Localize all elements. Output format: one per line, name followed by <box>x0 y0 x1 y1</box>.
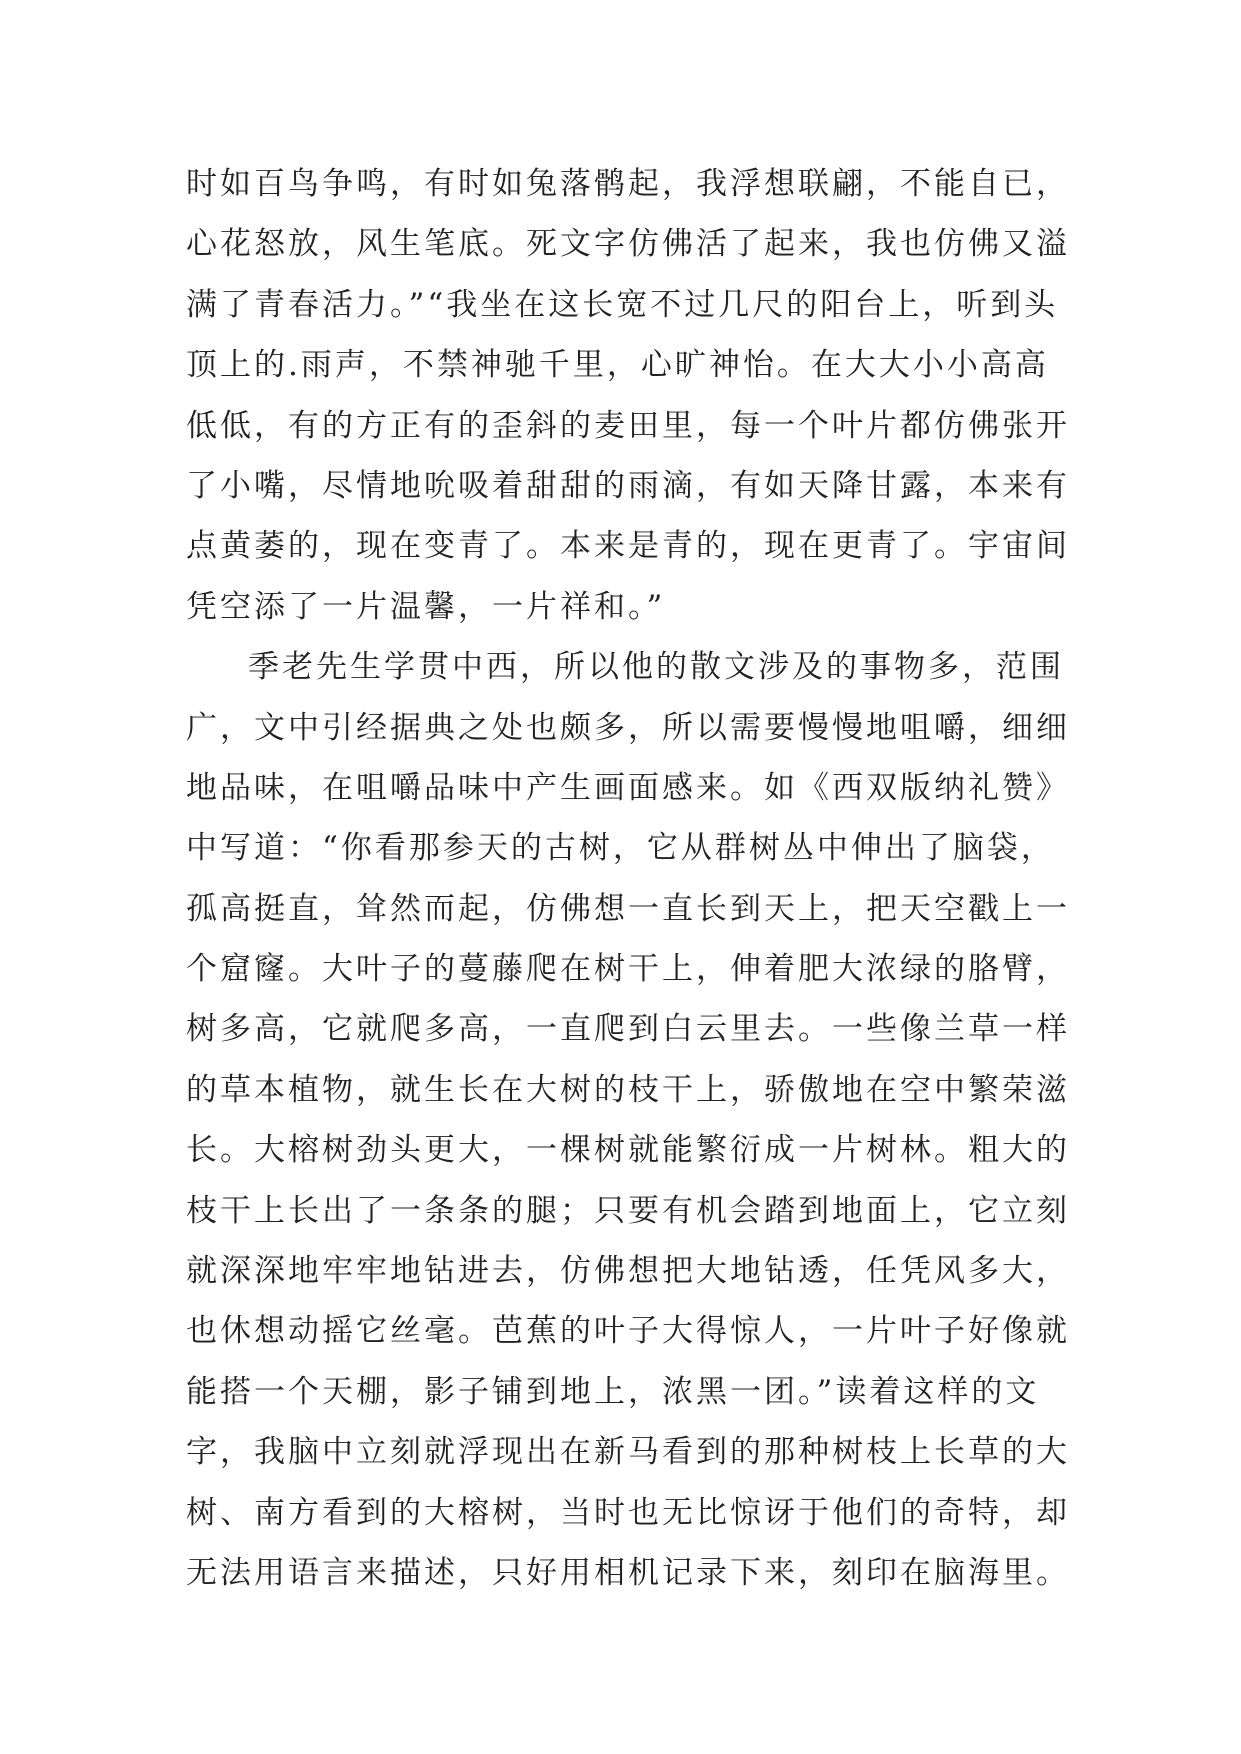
text-line: 能搭一个天棚，影子铺到地上，浓黑一团。”读着这样的文 <box>186 1373 1040 1410</box>
text-line: 就深深地牢牢地钻进去，仿佛想把大地钻透，任凭风多大， <box>186 1253 1070 1290</box>
text-line: 中写道：“你看那参天的古树，它从群树丛中伸出了脑袋， <box>186 830 1055 867</box>
text-line: 顶上的.雨声，不禁神驰千里，心旷神怡。在大大小小高高 <box>186 347 1049 384</box>
text-line: 的草本植物，就生长在大树的枝干上，骄傲地在空中繁荣滋 <box>186 1071 1070 1108</box>
text-line: 低低，有的方正有的歪斜的麦田里，每一个叶片都仿佛张开 <box>186 407 1070 444</box>
text-line: 点黄萎的，现在变青了。本来是青的，现在更青了。宇宙间 <box>186 528 1070 565</box>
paragraph-2 <box>186 637 1086 1603</box>
text-line: 心花怒放，风生笔底。死文字仿佛活了起来，我也仿佛又溢 <box>186 226 1070 263</box>
text-line: 满了青春活力。”“我坐在这长宽不过几尺的阳台上，听到头 <box>186 286 1059 323</box>
text-line: 树多高，它就爬多高，一直爬到白云里去。一些像兰草一样 <box>186 1011 1070 1048</box>
text-line: 无法用语言来描述，只好用相机记录下来，刻印在脑海里。 <box>186 1554 1070 1591</box>
text-line: 地品味，在咀嚼品味中产生画面感来。如《西双版纳礼赞》 <box>186 769 1070 806</box>
text-line: 枝干上长出了一条条的腿；只要有机会踏到地面上，它立刻 <box>186 1192 1070 1229</box>
text-line: 个窟窿。大叶子的蔓藤爬在树干上，伸着肥大浓绿的胳臂， <box>186 951 1070 988</box>
paragraph-1 <box>186 154 1086 637</box>
text-line: 孤高挺直，耸然而起，仿佛想一直长到天上，把天空戳上一 <box>186 890 1070 927</box>
text-line: 也休想动摇它丝毫。芭蕉的叶子大得惊人，一片叶子好像就 <box>186 1313 1070 1350</box>
text-line: 字，我脑中立刻就浮现出在新马看到的那种树枝上长草的大 <box>186 1434 1070 1471</box>
text-line: 树、南方看到的大榕树，当时也无比惊讶于他们的奇特，却 <box>186 1494 1070 1531</box>
text-line: 广，文中引经据典之处也颇多，所以需要慢慢地咀嚼，细细 <box>186 709 1070 746</box>
text-line: 了小嘴，尽情地吮吸着甜甜的雨滴，有如天降甘露，本来有 <box>186 467 1070 504</box>
text-line: 季老先生学贯中西，所以他的散文涉及的事物多，范围 <box>248 649 1064 686</box>
text-line: 时如百鸟争鸣，有时如兔落鹘起，我浮想联翩，不能自已， <box>186 166 1070 202</box>
text-line: 凭空添了一片温馨，一片祥和。” <box>186 588 666 625</box>
body-text <box>186 154 1086 1603</box>
text-line: 长。大榕树劲头更大，一棵树就能繁衍成一片树林。粗大的 <box>186 1132 1070 1169</box>
